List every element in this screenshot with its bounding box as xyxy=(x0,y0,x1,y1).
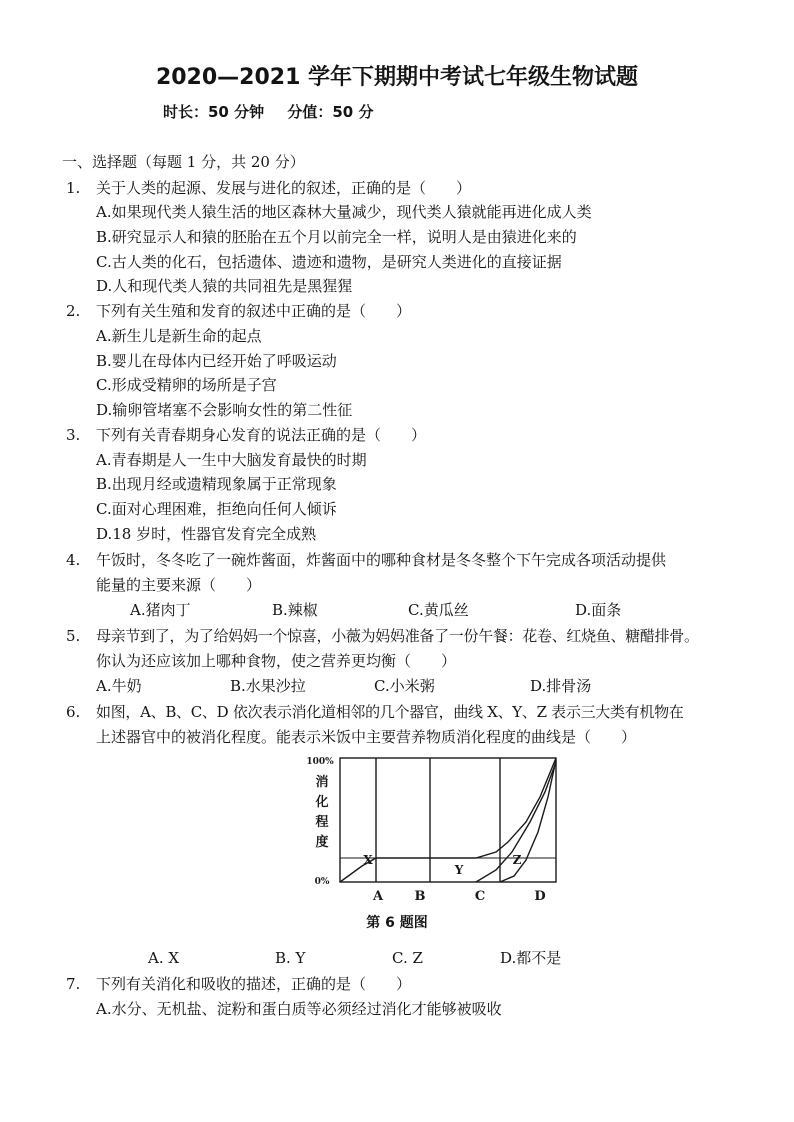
question-stem: 母亲节到了，为了给妈妈一个惊喜，小薇为妈妈准备了一份午餐：花卷、红烧鱼、糖醋排骨。 xyxy=(96,627,699,645)
option: D.都不是 xyxy=(500,949,562,967)
option: B.出现月经或遗精现象属于正常现象 xyxy=(96,475,337,493)
option: A.牛奶 xyxy=(96,677,142,695)
option: A.新生儿是新生命的起点 xyxy=(96,327,262,345)
y-top-label: 100% xyxy=(306,757,334,767)
question-number: 3. xyxy=(66,426,81,444)
organ-label-a: A xyxy=(372,889,384,904)
organ-label-c: C xyxy=(474,889,486,904)
option: C.形成受精卵的场所是子宫 xyxy=(96,376,277,394)
curve-label-x: X xyxy=(363,853,373,867)
page-title: 2020—2021 学年下期期中考试七年级生物试题 xyxy=(155,65,639,90)
option: D.排骨汤 xyxy=(530,677,592,695)
question-number: 7. xyxy=(66,975,81,993)
question-stem: 下列有关生殖和发育的叙述中正确的是（ ） xyxy=(96,302,412,320)
y-axis-label-char: 化 xyxy=(315,795,329,810)
option: D.人和现代类人猿的共同祖先是黑猩猩 xyxy=(96,277,353,295)
option: C. Z xyxy=(392,949,423,967)
section-heading: 一、选择题（每题 1 分，共 20 分） xyxy=(62,153,305,171)
option: A.如果现代类人猿生活的地区森林大量减少，现代类人猿就能再进化成人类 xyxy=(96,203,592,221)
question-stem: 下列有关消化和吸收的描述，正确的是（ ） xyxy=(96,975,412,993)
question-number: 6. xyxy=(66,703,81,721)
option: B.婴儿在母体内已经开始了呼吸运动 xyxy=(96,352,337,370)
option: C.小米粥 xyxy=(374,677,435,695)
y-axis-label-char: 消 xyxy=(315,775,329,790)
curve-label-z: Z xyxy=(512,853,522,867)
option: C.面对心理困难，拒绝向任何人倾诉 xyxy=(96,500,337,518)
option: A.水分、无机盐、淀粉和蛋白质等必须经过消化才能够被吸收 xyxy=(96,1000,502,1018)
question-number: 1. xyxy=(66,179,81,197)
option: D.18 岁时，性器官发育完全成熟 xyxy=(96,525,317,543)
option: B.研究显示人和猿的胚胎在五个月以前完全一样，说明人是由猿进化来的 xyxy=(96,228,577,246)
option: A.青春期是人一生中大脑发育最快的时期 xyxy=(96,451,367,469)
question-stem: 午饭时，冬冬吃了一碗炸酱面，炸酱面中的哪种食材是冬冬整个下午完成各项活动提供 xyxy=(96,551,667,569)
exam-score: 分值：50 分 xyxy=(287,103,374,121)
question-stem-continued: 能量的主要来源（ ） xyxy=(96,576,262,594)
option: B.辣椒 xyxy=(272,601,318,619)
exam-duration: 时长：50 分钟 xyxy=(163,103,265,121)
y-bottom-label: 0% xyxy=(314,877,330,887)
option: D.输卵管堵塞不会影响女性的第二性征 xyxy=(96,401,353,419)
question-number: 5. xyxy=(66,627,81,645)
question-number: 2. xyxy=(66,302,81,320)
question-stem-continued: 你认为还应该加上哪种食物，使之营养更均衡（ ） xyxy=(96,652,457,670)
exam-info xyxy=(163,101,373,122)
question-stem: 关于人类的起源、发展与进化的叙述，正确的是（ ） xyxy=(96,179,472,197)
figure-caption: 第 6 题图 xyxy=(366,915,428,931)
option: B. Y xyxy=(275,949,306,967)
option: B.水果沙拉 xyxy=(230,677,306,695)
organ-label-d: D xyxy=(534,889,546,904)
option: D.面条 xyxy=(575,601,622,619)
question-stem: 下列有关青春期身心发育的说法正确的是（ ） xyxy=(96,426,427,444)
question-stem: 如图，A、B、C、D 依次表示消化道相邻的几个器官，曲线 X、Y、Z 表示三大类有机物在 xyxy=(96,703,684,721)
y-axis-label-char: 程 xyxy=(315,815,329,830)
y-axis-label-char: 度 xyxy=(315,835,329,850)
question-number: 4. xyxy=(66,551,81,569)
option: C.黄瓜丝 xyxy=(408,601,469,619)
option: A.猪肉丁 xyxy=(130,601,191,619)
curve-label-y: Y xyxy=(454,863,464,877)
option: C.古人类的化石，包括遗体、遗迹和遗物，是研究人类进化的直接证据 xyxy=(96,253,562,271)
question-stem-continued: 上述器官中的被消化程度。能表示米饭中主要营养物质消化程度的曲线是（ ） xyxy=(96,728,637,746)
organ-label-b: B xyxy=(414,889,426,904)
option: A. X xyxy=(148,949,180,967)
